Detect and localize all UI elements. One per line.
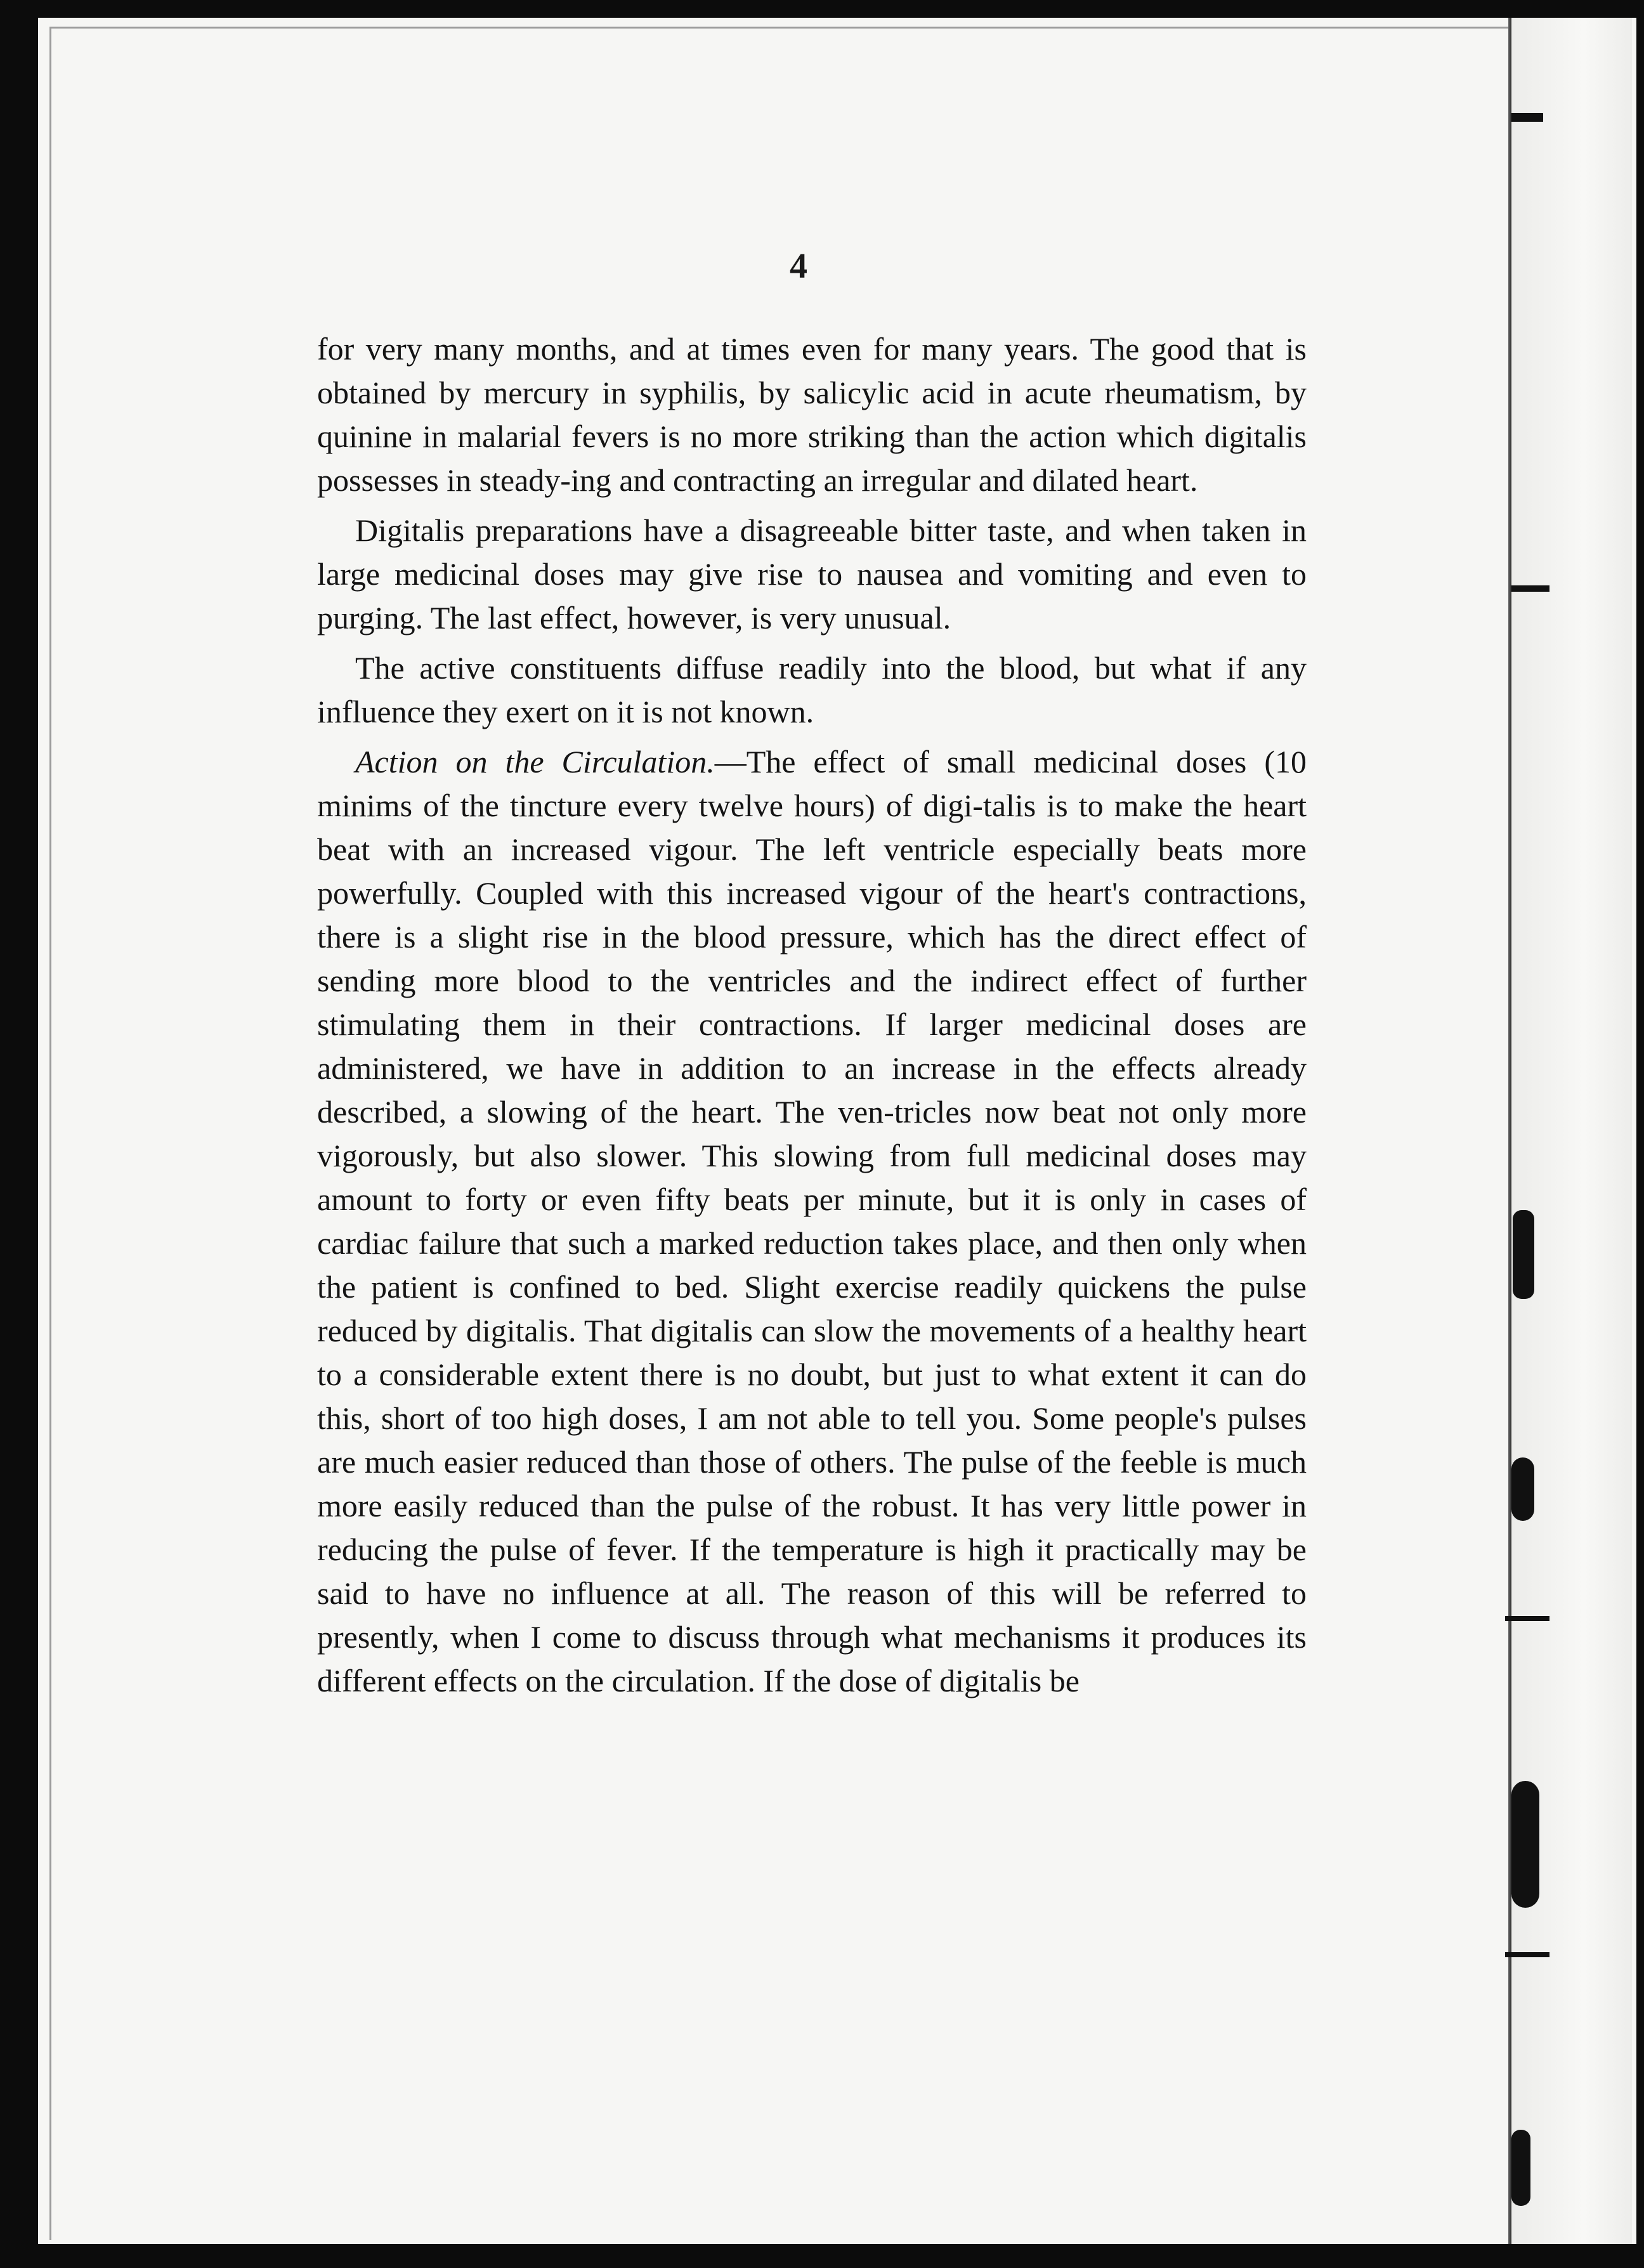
scanned-page [38,18,1636,2244]
sewing-mark [1511,1781,1539,1908]
sewing-mark [1505,1952,1549,1957]
sewing-mark [1511,2130,1530,2206]
paragraph: Digitalis preparations have a disagreeable bitter taste, and when taken in large medicinal doses may give rise to nausea and vomiting and even to purging. The last effect, however, is very unusual. [317,512,1307,635]
paragraph: The active constituents diffuse readily into the blood, but what if any influence they exert on it is not known. [317,650,1307,729]
page-number: 4 [790,247,807,286]
paragraph-text: —The effect of small medicinal doses (10 minims of the tincture every twelve hours) of digi-talis is to make the heart beat with an increased vigour. The left ventricle especially beats more powerfully. Coupled with this increased vigour of the heart's contractions, there is a slight rise in the blood pressure, which has the direct effect of sending more blood to the ventricles and the indirect effect of further stimulating them in their contractions. If larger medicinal doses are administered, we have in addition to an increase in the effects already described, a slowing of the heart. The ven-tricles now beat not only more vigorously, but also slower. This slowing from full medicinal doses may amount to forty or even fifty beats per minute, but it is only in cases of cardiac failure that such a marked reduction takes place, and then only when the patient is confined to bed. Slight exercise readily quickens the pulse reduced by digitalis. That digitalis can slow the movements of a healthy heart to a considerable extent there is no doubt, but just to what extent it can do this, short of too high doses, I am not able to tell you. Some people's pulses are much easier reduced than those of others. The pulse of the feeble is much more easily reduced than the pulse of the robust. It has very little power in reducing the pulse of fever. If the temperature is high it practically may be said to have no influence at all. The reason of this will be referred to presently, when I come to discuss through what mechanisms it produces its different effects on the circulation. If the dose of digitalis be [317,744,1307,1698]
body-text [317,327,1307,1709]
paragraph [317,740,1307,1703]
gutter-strip [1511,18,1632,2244]
section-heading: Action on the Circulation. [355,744,715,779]
sewing-mark [1513,1210,1534,1299]
sewing-mark [1505,1616,1549,1621]
sewing-mark [1511,1457,1534,1521]
paragraph: for very many months, and at times even for many years. The good that is obtained by mercury in syphilis, by salicylic acid in acute rheumatism, by quinine in malarial fevers is no more striking than the action which digitalis possesses in steady-ing and contracting an irregular and dilated heart. [317,331,1307,498]
sewing-mark [1511,585,1549,592]
sewing-mark [1511,113,1543,122]
